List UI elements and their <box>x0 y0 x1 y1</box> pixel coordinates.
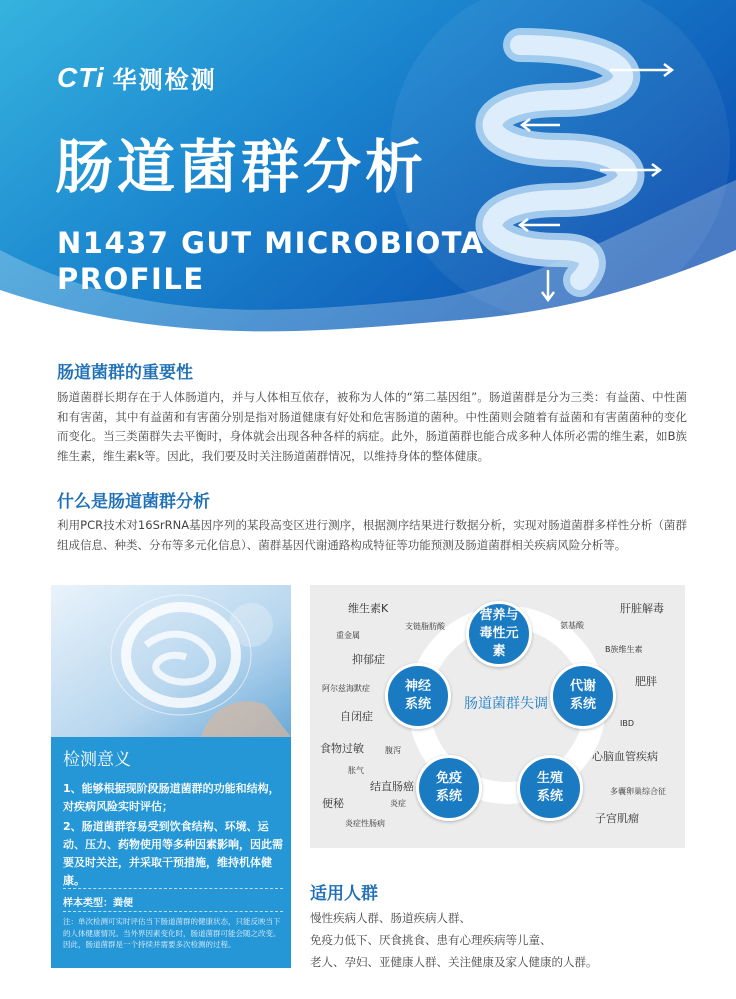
label-depression: 抑郁症 <box>352 653 385 666</box>
label-autism: 自闭症 <box>340 710 373 723</box>
label-vitk: 维生素K <box>348 602 389 615</box>
card-divider <box>63 888 283 889</box>
logo-mark: CTi <box>57 61 105 93</box>
label-obesity: 肥胖 <box>635 675 657 688</box>
intestine-hologram-image <box>51 585 291 737</box>
significance-heading: 检测意义 <box>63 750 131 770</box>
audience-line-2: 免疫力低下、厌食挑食、患有心理疾病等儿童、 <box>310 933 552 947</box>
label-ammonia: 氨基酸 <box>560 621 584 630</box>
label-ibs: 炎症性肠病 <box>345 819 385 828</box>
subtitle-line-1: N1437 GUT MICROBIOTA <box>57 226 485 260</box>
sample-type: 样本类型：粪便 <box>63 898 133 909</box>
diagram-center-label: 肠道菌群失调 <box>464 696 548 712</box>
label-cervical: 子宫肌瘤 <box>595 812 639 825</box>
page-subtitle <box>57 225 485 297</box>
node-nutrition-label: 营养与毒性元素 <box>479 608 519 659</box>
significance-note: 注：单次检测可实时评估当下肠道菌群的健康状态，只能反映当下的人体健康情况。当外界因素变化时，肠道菌群可能会随之改变。因此，肠道菌群是一个持续并需要多次检测的过程。 <box>63 917 281 949</box>
logo-text: 华测检测 <box>112 66 217 94</box>
label-heavy-metal: 重金属 <box>336 631 360 640</box>
audience-line-1: 慢性疾病人群、肠道疾病人群、 <box>310 911 471 925</box>
node-metabolism <box>550 663 616 729</box>
label-branched: 支链脂肪酸 <box>405 622 445 631</box>
label-inflammation: 炎症 <box>390 799 406 808</box>
significance-item-2: 2、肠道菌群容易受到饮食结构、环境、运动、压力、药物使用等多种因素影响，因此需要及时关注，并采取干预措施，维持机体健康。 <box>63 820 283 887</box>
dysbiosis-diagram <box>310 585 685 848</box>
node-nutrition <box>466 601 532 667</box>
label-alzheimer: 阿尔兹海默症 <box>322 684 370 693</box>
significance-item-1: 1、能够根据现阶段肠道菌群的功能和结构，对疾病风险实时评估； <box>63 782 280 813</box>
label-vitb: B族维生素 <box>605 645 643 654</box>
label-liver-detox: 肝脏解毒 <box>620 602 664 615</box>
node-metabolism-label: 代谢系统 <box>569 679 596 712</box>
importance-heading: 肠道菌群的重要性 <box>57 363 193 383</box>
node-immune <box>416 755 482 821</box>
company-logo <box>57 60 217 95</box>
label-constipation: 便秘 <box>322 797 344 810</box>
node-nervous <box>385 663 451 729</box>
node-nervous-label: 神经系统 <box>404 679 431 712</box>
node-reproduction-label: 生殖系统 <box>536 771 563 804</box>
label-crc: 结直肠癌 <box>370 780 414 793</box>
label-cvd: 心脑血管疾病 <box>592 750 658 763</box>
audience-heading: 适用人群 <box>310 884 378 904</box>
importance-text: 肠道菌群长期存在于人体肠道内，并与人体相互依存，被称为人体的“第二基因组”。肠道菌群是分为三类：有益菌、中性菌和有害菌，其中有益菌和有害菌分别是指对肠道健康有好处和危害肠道的菌种。中性菌则会随着有益菌和有害菌菌种的变化而变化。当三类菌群失去平衡时，身体就会出现各种各样的病症。此外，肠道菌群也能合成多种人体所必需的维生素，如B族维生素，维生素k等。因此，我们要及时关注肠道菌群情况，以维持身体的整体健康。 <box>57 390 687 463</box>
subtitle-line-2: PROFILE <box>57 262 205 296</box>
audience-line-3: 老人、孕妇、亚健康人群、关注健康及家人健康的人群。 <box>310 955 598 969</box>
what-text: 利用PCR技术对16SrRNA基因序列的某段高变区进行测序，根据测序结果进行数据分析，实现对肠道菌群多样性分析（菌群组成信息、种类、分布等多元化信息）、菌群基因代谢通路构成特征等功能预测及肠道菌群相关疾病风险分析等。 <box>57 518 687 552</box>
node-immune-label: 免疫系统 <box>435 771 462 804</box>
card-divider-2 <box>63 911 283 912</box>
hero-banner <box>0 0 736 348</box>
label-gas: 胀气 <box>348 766 364 775</box>
what-heading: 什么是肠道菌群分析 <box>57 492 210 512</box>
label-allergy: 食物过敏 <box>320 742 364 755</box>
label-ibd: IBD <box>620 719 635 728</box>
label-diarrhea: 腹泻 <box>385 746 401 755</box>
page-title: 肠道菌群分析 <box>55 133 428 201</box>
label-pcos: 多囊卵巢综合征 <box>610 787 666 796</box>
node-reproduction <box>517 755 583 821</box>
